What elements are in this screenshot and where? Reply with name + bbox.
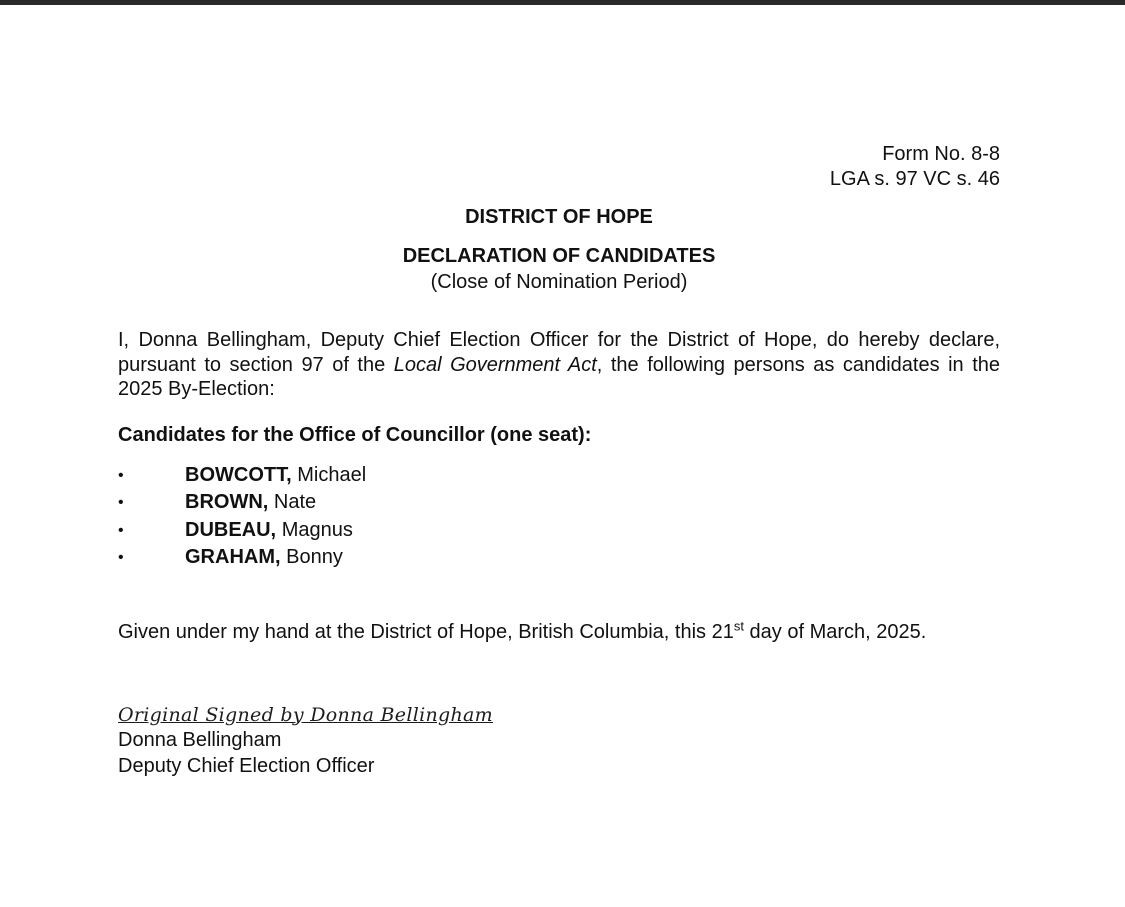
candidate-item bbox=[118, 462, 1000, 490]
candidate-given-name: Nate bbox=[273, 491, 317, 513]
legislation-reference: LGA s. 97 VC s. 46 bbox=[829, 168, 1000, 190]
candidate-item bbox=[118, 517, 1000, 545]
given-statement bbox=[118, 619, 1000, 646]
bullet-icon: • bbox=[118, 549, 124, 566]
candidate-surname: BOWCOTT, bbox=[185, 463, 292, 486]
candidate-surname: BROWN, bbox=[185, 491, 269, 513]
given-text-end: day of March, 2025. bbox=[743, 620, 927, 643]
declaration-text-start: I, Donna Bellingham, Deputy Chief Election Officer for the District of Hope, do hereby declare, pursuant to section 97 of the bbox=[118, 329, 1000, 376]
bullet-icon: • bbox=[118, 494, 124, 511]
day-ordinal-suffix: st bbox=[733, 617, 744, 633]
bullet-icon: • bbox=[118, 521, 124, 539]
declaration-paragraph bbox=[118, 328, 1000, 402]
district-heading: DISTRICT OF HOPE bbox=[465, 206, 653, 228]
candidate-given-name: Bonny bbox=[286, 546, 343, 568]
candidate-surname: GRAHAM, bbox=[185, 546, 281, 568]
declaration-text-end: , the following persons as candidates in the 2025 By-Election: bbox=[118, 353, 1000, 400]
document-title: DECLARATION OF CANDIDATES bbox=[402, 245, 716, 267]
form-number: Form No. 8-8 bbox=[882, 143, 1000, 165]
declaration-document bbox=[118, 142, 1000, 779]
top-border bbox=[0, 0, 1125, 5]
candidate-given-name: Michael bbox=[297, 463, 367, 486]
bullet-icon: • bbox=[118, 466, 124, 484]
candidate-list bbox=[118, 462, 1000, 572]
given-text-start: Given under my hand at the District of Hope, British Columbia, this 21 bbox=[118, 620, 734, 643]
candidate-given-name: Magnus bbox=[281, 518, 353, 541]
candidate-item bbox=[118, 489, 1000, 517]
office-heading: Candidates for the Office of Councillor (one seat): bbox=[118, 423, 592, 446]
signature-line: Original Signed by Donna Bellingham bbox=[118, 703, 493, 726]
candidate-item bbox=[118, 544, 1000, 572]
act-name: Local Government Act bbox=[393, 353, 597, 376]
form-reference bbox=[118, 142, 1000, 192]
candidate-surname: DUBEAU, bbox=[185, 518, 277, 541]
signer-name: Donna Bellingham bbox=[118, 728, 282, 751]
document-subtitle: (Close of Nomination Period) bbox=[430, 271, 688, 293]
signer-title: Deputy Chief Election Officer bbox=[118, 754, 375, 777]
